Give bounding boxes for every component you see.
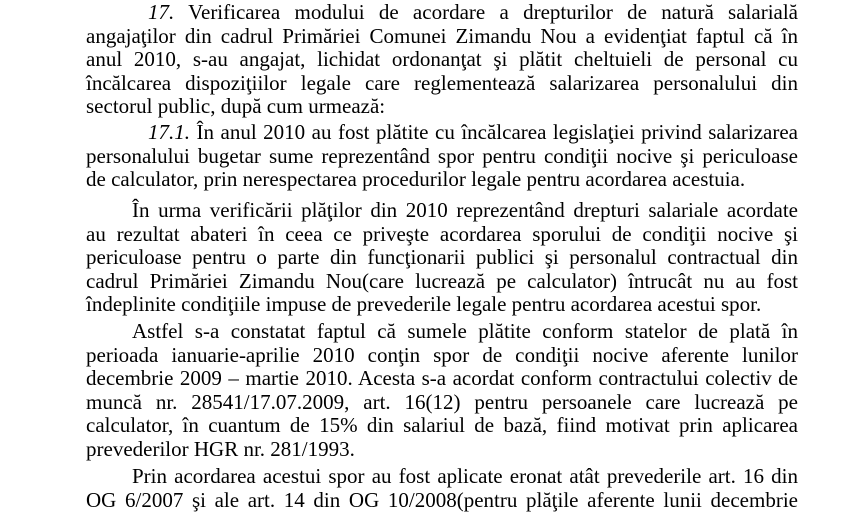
text-line: periculoase pentru o parte din funcţionarii publici şi personalul contractual din [86,245,798,269]
text-line: calculator, în cuantum de 15% din salariul de bază, fiind motivat prin aplicarea [86,413,798,437]
text-line: decembrie 2009 – martie 2010. Acesta s-a acordat conform contractului colectiv de [86,366,798,390]
line-text: Verificarea modului de acordare a drepturilor de natură salarială [174,0,798,24]
text-line: anul 2010, s-au angajat, lichidat ordonanţat şi plătit cheltuieli de personal cu [86,47,798,71]
text-line: OG 6/2007 şi ale art. 14 din OG 10/2008(pentru plăţile aferente lunii decembrie [86,487,798,512]
text-line: perioada ianuarie-aprilie 2010 conţin spor de condiţii nocive aferente lunilor [86,342,798,367]
paragraph-findings [86,320,798,461]
text-line: angajaţilor din cadrul Primăriei Comunei Zimandu Nou a evidenţiat faptul că în [86,23,798,48]
text-line: îndeplinite condiţiile impuse de prevederile legale pentru acordarea acestui spor. [86,292,762,316]
text-line: În urma verificării plăţilor din 2010 reprezentând drepturi salariale acordate [132,198,798,222]
text-line: încălcarea dispoziţiilor legale care reglementează salarizarea personalului din [86,70,798,95]
text-line [86,121,798,145]
paragraph-conclusion [86,465,798,512]
text-line: Prin acordarea acestui spor au fost aplicate eronat atât prevederile art. 16 din [132,464,798,488]
paragraph-17-1 [86,121,798,192]
paragraph-verification [86,199,798,317]
text-line: de calculator, prin nerespectarea procedurilor legale pentru acordarea acestuia. [86,167,746,191]
paragraph-17 [86,1,798,119]
text-line: au rezultat abateri în ceea ce priveşte acordarea sporului de condiţii nocive şi [86,221,798,246]
text-line: Astfel s-a constatat faptul că sumele plătite conform statelor de plată în [132,319,798,343]
section-number: 17. [148,0,175,24]
text-line: cadrul Primăriei Zimandu Nou(care lucrează pe calculator) întrucât nu au fost [86,268,798,293]
text-line [86,1,798,25]
text-line: muncă nr. 28541/17.07.2009, art. 16(12) pentru persoanele care lucrează pe [86,389,798,414]
line-text: În anul 2010 au fost plătite cu încălcarea legislaţiei privind salarizarea [190,120,798,144]
subsection-number: 17.1. [148,120,190,144]
text-line: prevederilor HGR nr. 281/1993. [86,436,355,461]
text-line: sectorul public, după cum urmează: [86,94,386,118]
text-line: personalului bugetar sume reprezentând spor pentru condiţii nocive şi periculoase [86,143,798,168]
